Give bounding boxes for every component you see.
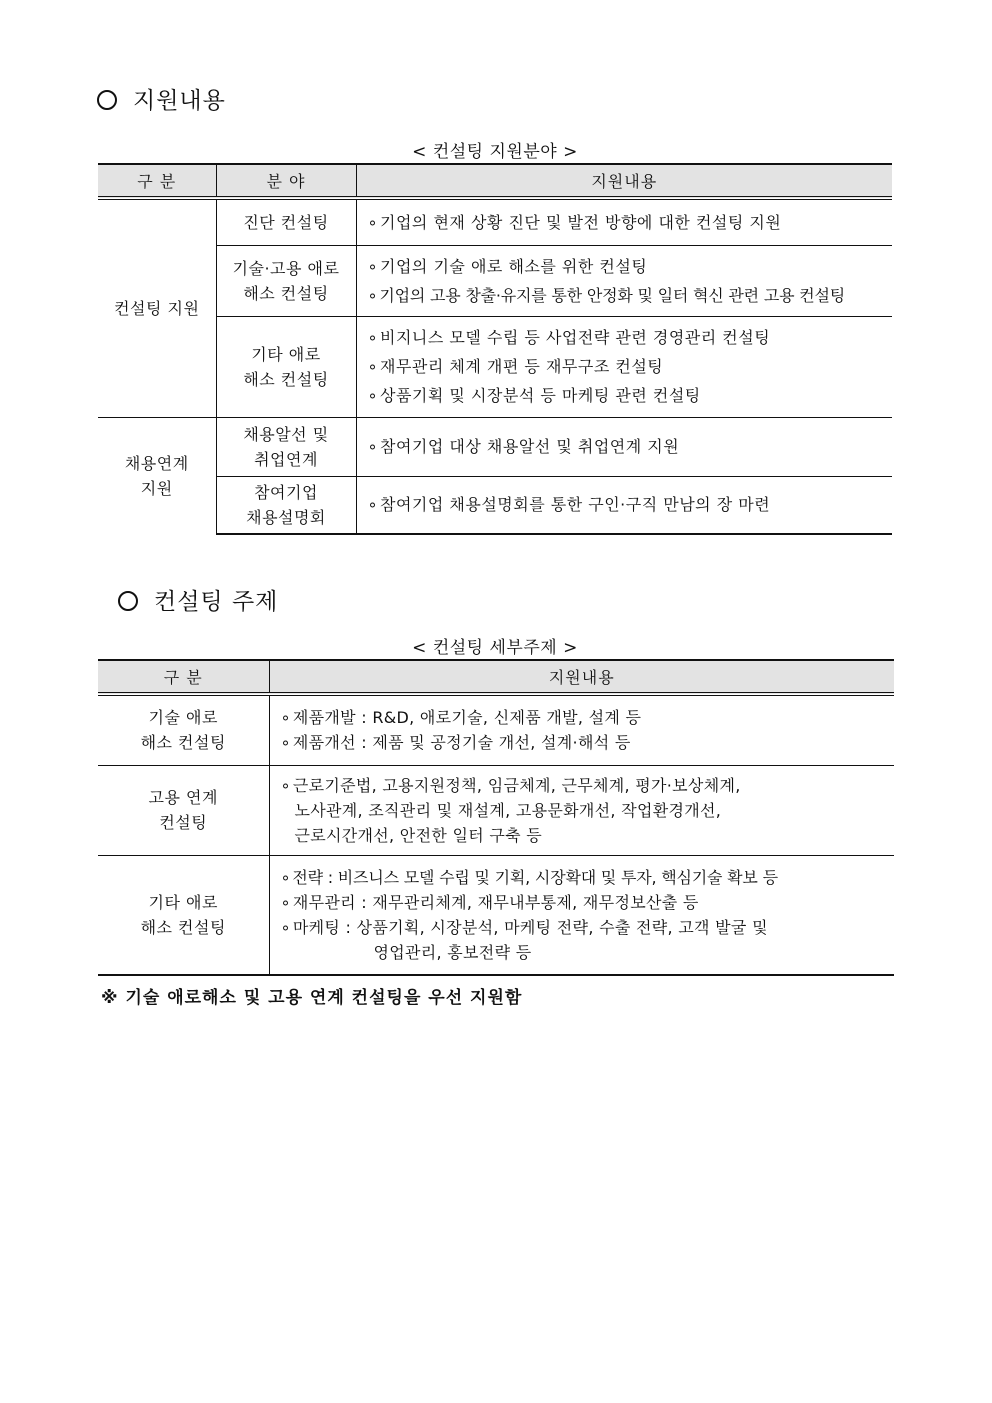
support-fields-table xyxy=(98,163,892,535)
category-cell xyxy=(98,198,216,417)
content-cell xyxy=(269,855,894,975)
consulting-topics-table xyxy=(98,659,894,976)
field-cell xyxy=(216,245,356,316)
table-row xyxy=(98,417,892,476)
section1-heading-text: 지원내용 xyxy=(133,88,226,114)
category-cell xyxy=(98,765,269,855)
field-cell xyxy=(216,417,356,476)
section1-heading xyxy=(97,82,226,115)
header-content: 지원내용 xyxy=(356,164,892,198)
list-item: ∘ 비지니스 모델 수립 등 사업전략 관련 경영관리 컨설팅 xyxy=(368,323,893,352)
table-row xyxy=(98,316,892,417)
content-cell xyxy=(269,765,894,855)
list-item: ∘ 참여기업 채용설명회를 통한 구인·구직 만남의 장 마련 xyxy=(368,490,893,519)
list-item: ∘ 제품개발 : R&D, 애로기술, 신제품 개발, 설계 등 xyxy=(281,705,895,730)
header-content: 지원내용 xyxy=(269,660,894,694)
category-label: 해소 컨설팅 xyxy=(140,733,226,753)
list-item: ∘ 상품기획 및 시장분석 등 마케팅 관련 컨설팅 xyxy=(368,381,893,410)
content-cell xyxy=(269,694,894,765)
category-label: 해소 컨설팅 xyxy=(140,917,226,937)
list-item: ∘ 재무관리 : 재무관리체계, 재무내부통제, 재무정보산출 등 xyxy=(281,890,895,915)
field-label: 기술·고용 애로 xyxy=(232,258,340,278)
circle-bullet-icon xyxy=(118,591,138,611)
circle-bullet-icon xyxy=(97,90,117,110)
field-label: 기타 애로 xyxy=(251,344,321,364)
list-item: ∘ 기업의 고용 창출·유지를 통한 안정화 및 일터 혁신 관련 고용 컨설팅 xyxy=(368,281,893,310)
list-item: ∘ 제품개선 : 제품 및 공정기술 개선, 설계·해석 등 xyxy=(281,730,895,755)
category-cell xyxy=(98,417,216,534)
list-item-continuation: 노사관계, 조직관리 및 재설계, 고용문화개선, 작업환경개선, xyxy=(294,800,722,820)
field-label: 채용설명회 xyxy=(246,507,326,527)
field-label: 해소 컨설팅 xyxy=(243,369,329,389)
section2-heading xyxy=(118,583,278,616)
table-row xyxy=(98,694,894,765)
category-cell xyxy=(98,855,269,975)
content-cell xyxy=(356,476,892,534)
category-label: 지원 xyxy=(140,478,173,498)
category-label: 채용연계 xyxy=(124,453,189,473)
field-label: 진단 컨설팅 xyxy=(243,212,329,232)
category-label: 컨설팅 지원 xyxy=(114,298,200,318)
field-cell xyxy=(216,476,356,534)
header-category: 구 분 xyxy=(98,164,216,198)
table-row xyxy=(98,855,894,975)
table-row xyxy=(98,476,892,534)
priority-note: ※ 기술 애로해소 및 고용 연계 컨설팅을 우선 지원함 xyxy=(101,988,523,1008)
list-item: ∘ 참여기업 대상 채용알선 및 취업연계 지원 xyxy=(368,432,893,461)
list-item: ∘ 기업의 기술 애로 해소를 위한 컨설팅 xyxy=(368,252,893,281)
section1-caption: < 컨설팅 지원분야 > xyxy=(412,142,578,162)
list-item: ∘ 마케팅 : 상품기획, 시장분석, 마케팅 전략, 수출 전략, 고객 발굴 및 xyxy=(281,915,895,940)
field-cell xyxy=(216,198,356,245)
category-label: 고용 연계 xyxy=(148,788,218,807)
content-cell xyxy=(356,245,892,316)
list-item: ∘ 근로기준법, 고용지원정책, 임금체계, 근무체계, 평가·보상체계, xyxy=(281,773,895,798)
list-item: ∘ 전략 : 비즈니스 모델 수립 및 기획, 시장확대 및 투자, 핵심기술 확보 등 xyxy=(281,865,895,890)
header-category: 구 분 xyxy=(98,660,269,694)
field-label: 참여기업 xyxy=(254,482,318,502)
field-label: 해소 컨설팅 xyxy=(243,283,329,303)
table-row xyxy=(98,198,892,245)
list-item-continuation: 근로시간개선, 안전한 일터 구축 등 xyxy=(294,825,543,845)
content-cell xyxy=(356,417,892,476)
field-cell xyxy=(216,316,356,417)
section2-heading-text: 컨설팅 주제 xyxy=(154,589,279,615)
header-field: 분 야 xyxy=(216,164,356,198)
content-cell xyxy=(356,198,892,245)
table-row xyxy=(98,765,894,855)
category-label: 기타 애로 xyxy=(148,892,218,912)
category-label: 컨설팅 xyxy=(159,813,208,832)
content-cell xyxy=(356,316,892,417)
list-item: ∘ 재무관리 체계 개편 등 재무구조 컨설팅 xyxy=(368,352,893,381)
category-label: 기술 애로 xyxy=(148,708,218,728)
field-label: 취업연계 xyxy=(254,449,318,469)
section2-caption: < 컨설팅 세부주제 > xyxy=(412,638,578,658)
table-row xyxy=(98,245,892,316)
list-item: ∘ 기업의 현재 상황 진단 및 발전 방향에 대한 컨설팅 지원 xyxy=(368,208,893,237)
field-label: 채용알선 및 xyxy=(243,424,329,444)
list-item-continuation: 영업관리, 홍보전략 등 xyxy=(373,942,532,962)
category-cell xyxy=(98,694,269,765)
